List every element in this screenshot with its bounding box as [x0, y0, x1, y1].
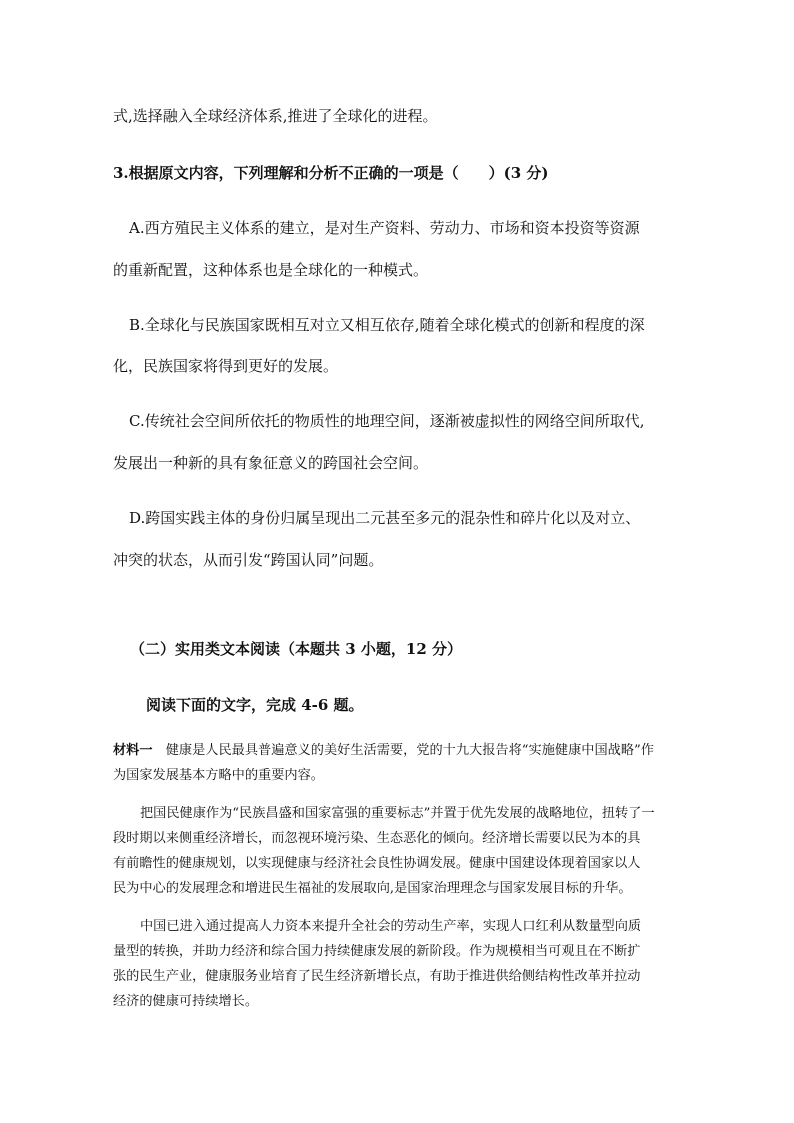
option-d-line-1: D.跨国实践主体的身份归属呈现出二元甚至多元的混杂性和碎片化以及对立、 — [129, 509, 641, 527]
continuation-line: 式,选择融入全球经济体系,推进了全球化的进程。 — [113, 107, 438, 125]
material-1-p3-line-2: 量型的转换，并助力经济和综合国力持续健康发展的新阶段。作为规模相当可观且在不断扩 — [113, 944, 641, 959]
option-a-line-1: A.西方殖民主义体系的建立，是对生产资料、劳动力、市场和资本投资等资源 — [129, 219, 640, 237]
material-1-text-1: 健康是人民最具普遍意义的美好生活需要，党的十九大报告将“实施健康中国战略”作 — [152, 743, 654, 758]
reading-instruction: 阅读下面的文字，完成 4-6 题。 — [146, 696, 364, 714]
material-1-p3-line-1: 中国已进入通过提高人力资本来提升全社会的劳动生产率，实现人口红利从数量型向质 — [140, 919, 642, 934]
option-c-line-2: 发展出一种新的具有象征意义的跨国社会空间。 — [113, 454, 429, 472]
section-2-title: （二）实用类文本阅读（本题共 3 小题，12 分） — [130, 640, 462, 658]
material-1-p3-line-4: 经济的健康可持续增长。 — [113, 994, 259, 1009]
option-a-line-2: 的重新配置，这种体系也是全球化的一种模式。 — [113, 261, 429, 279]
option-c-line-1: C.传统社会空间所依托的物质性的地理空间，逐渐被虚拟性的网络空间所取代, — [129, 412, 645, 430]
material-1-line-2: 为国家发展基本方略中的重要内容。 — [113, 768, 324, 783]
material-1-p2-line-4: 民为中心的发展理念和增进民生福祉的发展取向,是国家治理理念与国家发展目标的升华。 — [113, 881, 632, 896]
option-b-line-1: B.全球化与民族国家既相互对立又相互依存,随着全球化模式的创新和程度的深 — [129, 316, 645, 334]
option-b-line-2: 化，民族国家将得到更好的发展。 — [113, 357, 339, 375]
option-d-line-2: 冲突的状态，从而引发“跨国认同”问题。 — [113, 551, 384, 569]
material-1-p2-line-3: 有前瞻性的健康规划，以实现健康与经济社会良性协调发展。健康中国建设体现着国家以人 — [113, 856, 641, 871]
material-1-line-1 — [113, 739, 654, 758]
material-1-p2-line-2: 段时期以来侧重经济增长，而忽视环境污染、生态恶化的倾向。经济增长需要以民为本的具 — [113, 831, 641, 846]
material-1-p3-line-3: 张的民生产业，健康服务业培育了民生经济新增长点，有助于推进供给侧结构性改革并拉动 — [113, 969, 641, 984]
question-3-title: 3.根据原文内容，下列理解和分析不正确的一项是（ ）(3 分) — [113, 164, 549, 182]
material-1-label: 材料一 — [113, 743, 153, 758]
material-1-p2-line-1: 把国民健康作为“民族昌盛和国家富强的重要标志”并置于优先发展的战略地位，扭转了一 — [140, 806, 655, 821]
